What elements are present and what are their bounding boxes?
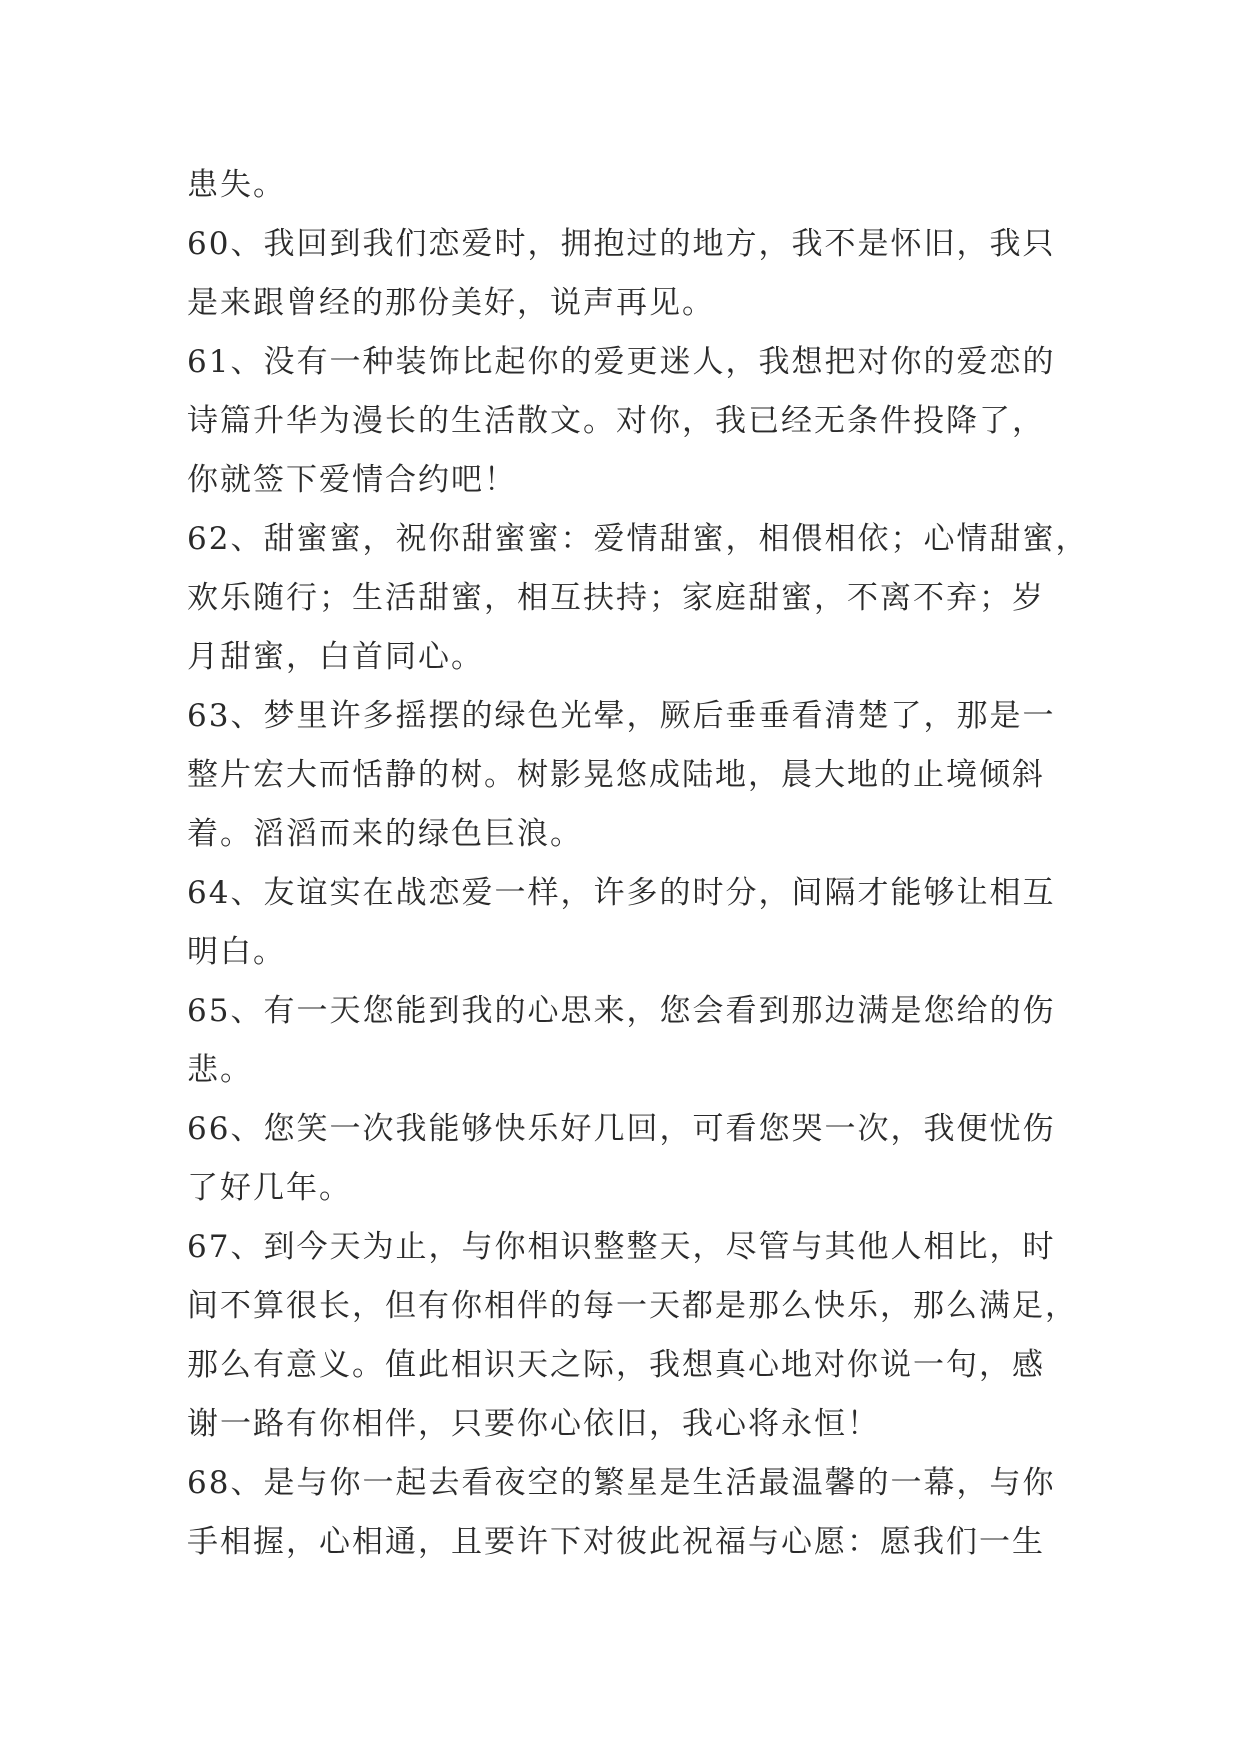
text-line: 67、到今天为止，与你相识整整天，尽管与其他人相比，时 (187, 1229, 1056, 1265)
text-line: 诗篇升华为漫长的生活散文。对你，我已经无条件投降了， (187, 403, 1045, 439)
text-line: 那么有意义。值此相识天之际，我想真心地对你说一句，感 (187, 1347, 1045, 1383)
text-line: 手相握，心相通，且要许下对彼此祝福与心愿：愿我们一生 (187, 1524, 1045, 1560)
text-line: 60、我回到我们恋爱时，拥抱过的地方，我不是怀旧，我只 (187, 226, 1056, 262)
text-line: 61、没有一种装饰比起你的爱更迷人，我想把对你的爱恋的 (187, 344, 1056, 380)
text-line: 间不算很长，但有你相伴的每一天都是那么快乐，那么满足， (187, 1288, 1078, 1324)
text-line: 月甜蜜，白首同心。 (187, 639, 484, 675)
text-line: 欢乐随行；生活甜蜜，相互扶持；家庭甜蜜，不离不弃；岁 (187, 580, 1045, 616)
text-line: 62、甜蜜蜜，祝你甜蜜蜜：爱情甜蜜，相偎相依；心情甜蜜， (187, 521, 1089, 557)
text-line: 谢一路有你相伴，只要你心依旧，我心将永恒！ (187, 1406, 880, 1442)
text-line: 着。滔滔而来的绿色巨浪。 (187, 816, 583, 852)
text-line: 整片宏大而恬静的树。树影晃悠成陆地，晨大地的止境倾斜 (187, 757, 1045, 793)
text-line: 65、有一天您能到我的心思来，您会看到那边满是您给的伤 (187, 993, 1056, 1029)
text-line: 悲。 (187, 1052, 253, 1088)
text-line: 了好几年。 (187, 1170, 352, 1206)
document-text-block (187, 156, 1089, 1572)
text-line: 66、您笑一次我能够快乐好几回，可看您哭一次，我便忧伤 (187, 1111, 1056, 1147)
text-line: 是来跟曾经的那份美好，说声再见。 (187, 285, 715, 321)
text-line: 患失。 (187, 167, 286, 203)
text-line: 63、梦里许多摇摆的绿色光晕，厥后垂垂看清楚了，那是一 (187, 698, 1056, 734)
text-line: 64、友谊实在战恋爱一样，许多的时分，间隔才能够让相互 (187, 875, 1056, 911)
text-line: 68、是与你一起去看夜空的繁星是生活最温馨的一幕，与你 (187, 1465, 1056, 1501)
text-line: 你就签下爱情合约吧！ (187, 462, 517, 498)
text-line: 明白。 (187, 934, 286, 970)
